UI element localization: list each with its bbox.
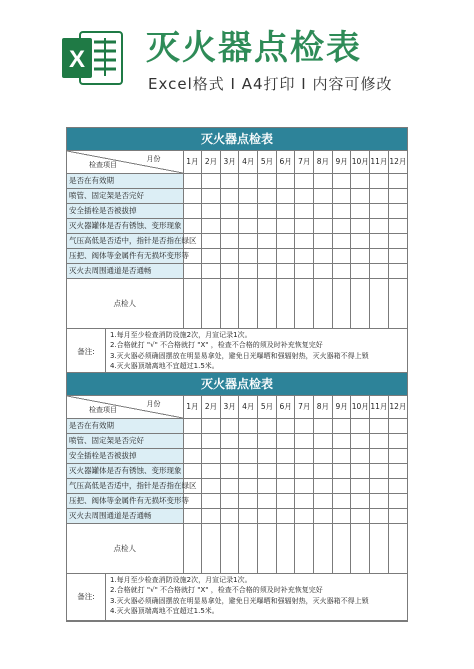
signer-cell[interactable] [239,278,258,328]
check-cell[interactable] [295,233,314,248]
signer-cell[interactable] [388,278,407,328]
check-cell[interactable] [220,188,239,203]
signer-row [67,278,407,328]
month-header: 12月 [388,151,407,173]
table-row [67,478,407,493]
table-row [67,418,407,433]
check-cell[interactable] [351,218,370,233]
check-item: 安全插栓是否被拔掉 [67,448,183,463]
check-cell[interactable] [295,173,314,188]
check-cell[interactable] [370,263,389,278]
check-cell[interactable] [314,478,333,493]
check-cell[interactable] [388,463,407,478]
inspection-sheet-2 [66,372,408,622]
check-cell[interactable] [351,478,370,493]
check-cell[interactable] [314,493,333,508]
check-item: 灭火去周围通道是否通畅 [67,263,183,278]
check-cell[interactable] [239,188,258,203]
check-cell[interactable] [370,478,389,493]
check-cell[interactable] [202,188,221,203]
check-cell[interactable] [258,248,277,263]
check-cell[interactable] [295,448,314,463]
check-cell[interactable] [276,478,295,493]
check-cell[interactable] [183,173,202,188]
check-cell[interactable] [351,463,370,478]
check-cell[interactable] [332,188,351,203]
check-cell[interactable] [295,188,314,203]
check-cell[interactable] [276,448,295,463]
month-header-row [67,151,407,173]
check-item: 喷管、固定架是否完好 [67,433,183,448]
check-cell[interactable] [351,203,370,218]
check-cell[interactable] [258,433,277,448]
note-line: 3.灭火器必须确固摆放在明显易拿处，避免日光曝晒和强辐射热，灭火器箱不得上锁 [110,596,369,605]
signer-cell[interactable] [258,523,277,573]
month-header: 4月 [239,396,258,418]
signer-cell[interactable] [351,278,370,328]
month-header: 5月 [258,151,277,173]
check-cell[interactable] [370,448,389,463]
check-cell[interactable] [183,188,202,203]
inspection-sheet-1 [66,127,408,377]
check-cell[interactable] [314,508,333,523]
sheet-title: 灭火器点检表 [67,128,407,151]
check-cell[interactable] [332,203,351,218]
check-cell[interactable] [332,218,351,233]
check-cell[interactable] [314,463,333,478]
check-cell[interactable] [183,508,202,523]
check-cell[interactable] [220,173,239,188]
check-cell[interactable] [332,493,351,508]
table-row [67,508,407,523]
check-cell[interactable] [370,248,389,263]
check-cell[interactable] [220,463,239,478]
table-row [67,448,407,463]
check-cell[interactable] [388,188,407,203]
check-cell[interactable] [276,493,295,508]
excel-icon [60,28,124,88]
table-row [67,218,407,233]
check-cell[interactable] [258,418,277,433]
check-cell[interactable] [258,493,277,508]
check-cell[interactable] [239,463,258,478]
check-cell[interactable] [388,508,407,523]
month-header: 1月 [183,396,202,418]
month-column-label: 月份 [146,400,161,408]
check-cell[interactable] [239,433,258,448]
check-item: 灭火器罐体是否有锈蚀、变形现象 [67,218,183,233]
check-cell[interactable] [276,218,295,233]
check-cell[interactable] [258,448,277,463]
check-cell[interactable] [388,263,407,278]
signer-cell[interactable] [370,278,389,328]
check-cell[interactable] [295,493,314,508]
note-line: 1.每月至少检查消防设施2次，月宣记录1次。 [110,330,252,339]
check-cell[interactable] [220,233,239,248]
notes-row [67,328,407,375]
check-cell[interactable] [183,418,202,433]
check-cell[interactable] [202,433,221,448]
notes-label: 备注: [67,329,106,375]
check-cell[interactable] [202,463,221,478]
check-cell[interactable] [370,463,389,478]
notes-body [106,329,408,375]
check-cell[interactable] [351,433,370,448]
check-cell[interactable] [202,493,221,508]
check-cell[interactable] [351,248,370,263]
page-subtitle: Excel格式 I A4打印 I 内容可修改 [148,75,393,93]
check-cell[interactable] [295,478,314,493]
signer-cell[interactable] [183,278,202,328]
check-cell[interactable] [258,218,277,233]
month-header: 9月 [332,396,351,418]
check-cell[interactable] [370,418,389,433]
check-cell[interactable] [332,463,351,478]
signer-cell[interactable] [239,523,258,573]
signer-cell[interactable] [276,523,295,573]
note-line: 4.灭火器顶端离地不宜超过1.5米。 [110,362,219,370]
check-cell[interactable] [332,248,351,263]
check-cell[interactable] [220,418,239,433]
signer-cell[interactable] [332,278,351,328]
check-item: 是否在有效期 [67,173,183,188]
check-cell[interactable] [351,233,370,248]
check-cell[interactable] [388,478,407,493]
check-cell[interactable] [276,433,295,448]
check-cell[interactable] [295,463,314,478]
corner-cell [67,396,183,418]
check-cell[interactable] [295,508,314,523]
check-cell[interactable] [332,263,351,278]
inspection-grid [67,396,407,621]
month-header: 5月 [258,396,277,418]
check-cell[interactable] [202,173,221,188]
check-cell[interactable] [239,218,258,233]
check-cell[interactable] [388,218,407,233]
check-cell[interactable] [295,203,314,218]
check-item: 灭火器罐体是否有锈蚀、变形现象 [67,463,183,478]
check-cell[interactable] [388,248,407,263]
check-cell[interactable] [295,433,314,448]
signer-cell[interactable] [388,523,407,573]
check-cell[interactable] [332,448,351,463]
check-cell[interactable] [239,478,258,493]
excel-logo-letter: X [68,46,86,73]
check-cell[interactable] [388,418,407,433]
check-cell[interactable] [388,233,407,248]
month-header: 10月 [351,396,370,418]
check-item: 安全插栓是否被拔掉 [67,203,183,218]
check-cell[interactable] [370,508,389,523]
month-header: 6月 [276,396,295,418]
check-cell[interactable] [202,233,221,248]
signer-cell[interactable] [202,278,221,328]
check-cell[interactable] [239,173,258,188]
check-cell[interactable] [202,203,221,218]
check-cell[interactable] [258,478,277,493]
corner-cell [67,151,183,173]
page-title: 灭火器点检表 [146,28,362,68]
check-cell[interactable] [314,173,333,188]
notes-body [106,574,408,620]
check-cell[interactable] [239,448,258,463]
check-item: 喷管、固定架是否完好 [67,188,183,203]
check-cell[interactable] [183,448,202,463]
month-header: 8月 [314,396,333,418]
check-cell[interactable] [370,218,389,233]
check-cell[interactable] [220,433,239,448]
check-cell[interactable] [351,418,370,433]
check-cell[interactable] [332,478,351,493]
check-cell[interactable] [351,188,370,203]
signer-cell[interactable] [295,523,314,573]
table-row [67,433,407,448]
month-column-label: 月份 [146,155,161,163]
check-cell[interactable] [202,448,221,463]
check-cell[interactable] [388,493,407,508]
check-cell[interactable] [314,448,333,463]
month-header: 9月 [332,151,351,173]
check-cell[interactable] [332,173,351,188]
check-cell[interactable] [220,478,239,493]
table-row [67,248,407,263]
month-header: 6月 [276,151,295,173]
signer-cell[interactable] [220,278,239,328]
check-cell[interactable] [370,433,389,448]
check-item: 压把、阀体等金属件有无损坏变形等 [67,493,183,508]
check-cell[interactable] [202,418,221,433]
check-cell[interactable] [239,248,258,263]
check-cell[interactable] [351,448,370,463]
check-cell[interactable] [314,248,333,263]
table-row [67,203,407,218]
month-header: 3月 [220,151,239,173]
check-cell[interactable] [220,448,239,463]
check-cell[interactable] [202,263,221,278]
check-cell[interactable] [388,173,407,188]
check-cell[interactable] [202,248,221,263]
check-cell[interactable] [202,218,221,233]
check-cell[interactable] [314,433,333,448]
signer-label: 点检人 [67,523,183,573]
check-cell[interactable] [314,218,333,233]
notes-label: 备注: [67,574,106,620]
month-header: 1月 [183,151,202,173]
table-row [67,188,407,203]
month-header: 7月 [295,396,314,418]
check-cell[interactable] [258,508,277,523]
check-cell[interactable] [183,203,202,218]
table-row [67,263,407,278]
sheet-title: 灭火器点检表 [67,373,407,396]
month-header: 3月 [220,396,239,418]
check-cell[interactable] [202,508,221,523]
check-cell[interactable] [314,263,333,278]
check-cell[interactable] [388,203,407,218]
table-row [67,233,407,248]
check-cell[interactable] [183,218,202,233]
check-cell[interactable] [276,248,295,263]
signer-cell[interactable] [202,523,221,573]
signer-cell[interactable] [295,278,314,328]
check-cell[interactable] [276,203,295,218]
check-item: 压把、阀体等金属件有无损坏变形等 [67,248,183,263]
check-cell[interactable] [258,188,277,203]
table-row [67,173,407,188]
check-cell[interactable] [351,508,370,523]
month-header: 7月 [295,151,314,173]
check-item: 气压高低是否适中，指针是否指在绿区 [67,478,183,493]
month-header: 8月 [314,151,333,173]
signer-cell[interactable] [351,523,370,573]
notes-row [67,573,407,620]
signer-cell[interactable] [314,523,333,573]
check-cell[interactable] [314,233,333,248]
check-cell[interactable] [258,203,277,218]
check-cell[interactable] [370,173,389,188]
check-cell[interactable] [258,263,277,278]
check-cell[interactable] [388,448,407,463]
month-header: 2月 [202,396,221,418]
month-header: 11月 [370,151,389,173]
check-cell[interactable] [276,173,295,188]
check-cell[interactable] [332,433,351,448]
check-cell[interactable] [220,493,239,508]
check-cell[interactable] [220,508,239,523]
month-header-row [67,396,407,418]
check-cell[interactable] [239,493,258,508]
signer-cell[interactable] [332,523,351,573]
check-cell[interactable] [220,248,239,263]
signer-cell[interactable] [276,278,295,328]
check-cell[interactable] [351,263,370,278]
check-cell[interactable] [351,493,370,508]
signer-cell[interactable] [220,523,239,573]
check-cell[interactable] [239,508,258,523]
note-line: 1.每月至少检查消防设施2次，月宣记录1次。 [110,575,252,584]
check-cell[interactable] [220,218,239,233]
check-cell[interactable] [388,433,407,448]
check-cell[interactable] [202,478,221,493]
check-cell[interactable] [295,218,314,233]
check-cell[interactable] [183,263,202,278]
inspection-grid [67,151,407,376]
month-header: 10月 [351,151,370,173]
check-cell[interactable] [276,263,295,278]
signer-cell[interactable] [314,278,333,328]
check-cell[interactable] [295,263,314,278]
check-cell[interactable] [276,463,295,478]
check-cell[interactable] [276,418,295,433]
check-cell[interactable] [332,418,351,433]
check-cell[interactable] [239,203,258,218]
signer-label: 点检人 [67,278,183,328]
check-cell[interactable] [239,263,258,278]
signer-cell[interactable] [370,523,389,573]
check-cell[interactable] [276,188,295,203]
check-cell[interactable] [332,508,351,523]
check-cell[interactable] [295,418,314,433]
month-header: 2月 [202,151,221,173]
check-cell[interactable] [370,188,389,203]
note-line: 2.合格就打 "√" 不合格就打 "X" ，检查不合格的须及时补充恢复完好 [110,586,323,594]
page-header [0,0,474,118]
check-cell[interactable] [314,418,333,433]
check-cell[interactable] [370,203,389,218]
check-cell[interactable] [276,508,295,523]
check-cell[interactable] [332,233,351,248]
note-line: 4.灭火器顶端离地不宜超过1.5米。 [110,607,219,615]
check-item: 气压高低是否适中，指针是否指在绿区 [67,233,183,248]
check-cell[interactable] [351,173,370,188]
item-column-label: 检查项目 [89,160,117,169]
signer-row [67,523,407,573]
table-row [67,493,407,508]
month-header: 4月 [239,151,258,173]
check-cell[interactable] [183,463,202,478]
item-column-label: 检查项目 [89,405,117,414]
check-cell[interactable] [220,263,239,278]
note-line: 2.合格就打 "√" 不合格就打 "X" ，检查不合格的须及时补充恢复完好 [110,341,323,349]
check-cell[interactable] [258,233,277,248]
month-header: 11月 [370,396,389,418]
signer-cell[interactable] [258,278,277,328]
check-cell[interactable] [295,248,314,263]
table-row [67,463,407,478]
check-cell[interactable] [314,203,333,218]
check-cell[interactable] [276,233,295,248]
check-item: 是否在有效期 [67,418,183,433]
check-cell[interactable] [258,463,277,478]
check-item: 灭火去周围通道是否通畅 [67,508,183,523]
check-cell[interactable] [258,173,277,188]
check-cell[interactable] [183,433,202,448]
check-cell[interactable] [239,233,258,248]
check-cell[interactable] [314,188,333,203]
check-cell[interactable] [370,233,389,248]
check-cell[interactable] [239,418,258,433]
signer-cell[interactable] [183,523,202,573]
check-cell[interactable] [370,493,389,508]
check-cell[interactable] [220,203,239,218]
month-header: 12月 [388,396,407,418]
note-line: 3.灭火器必须确固摆放在明显易拿处，避免日光曝晒和强辐射热，灭火器箱不得上锁 [110,351,369,360]
